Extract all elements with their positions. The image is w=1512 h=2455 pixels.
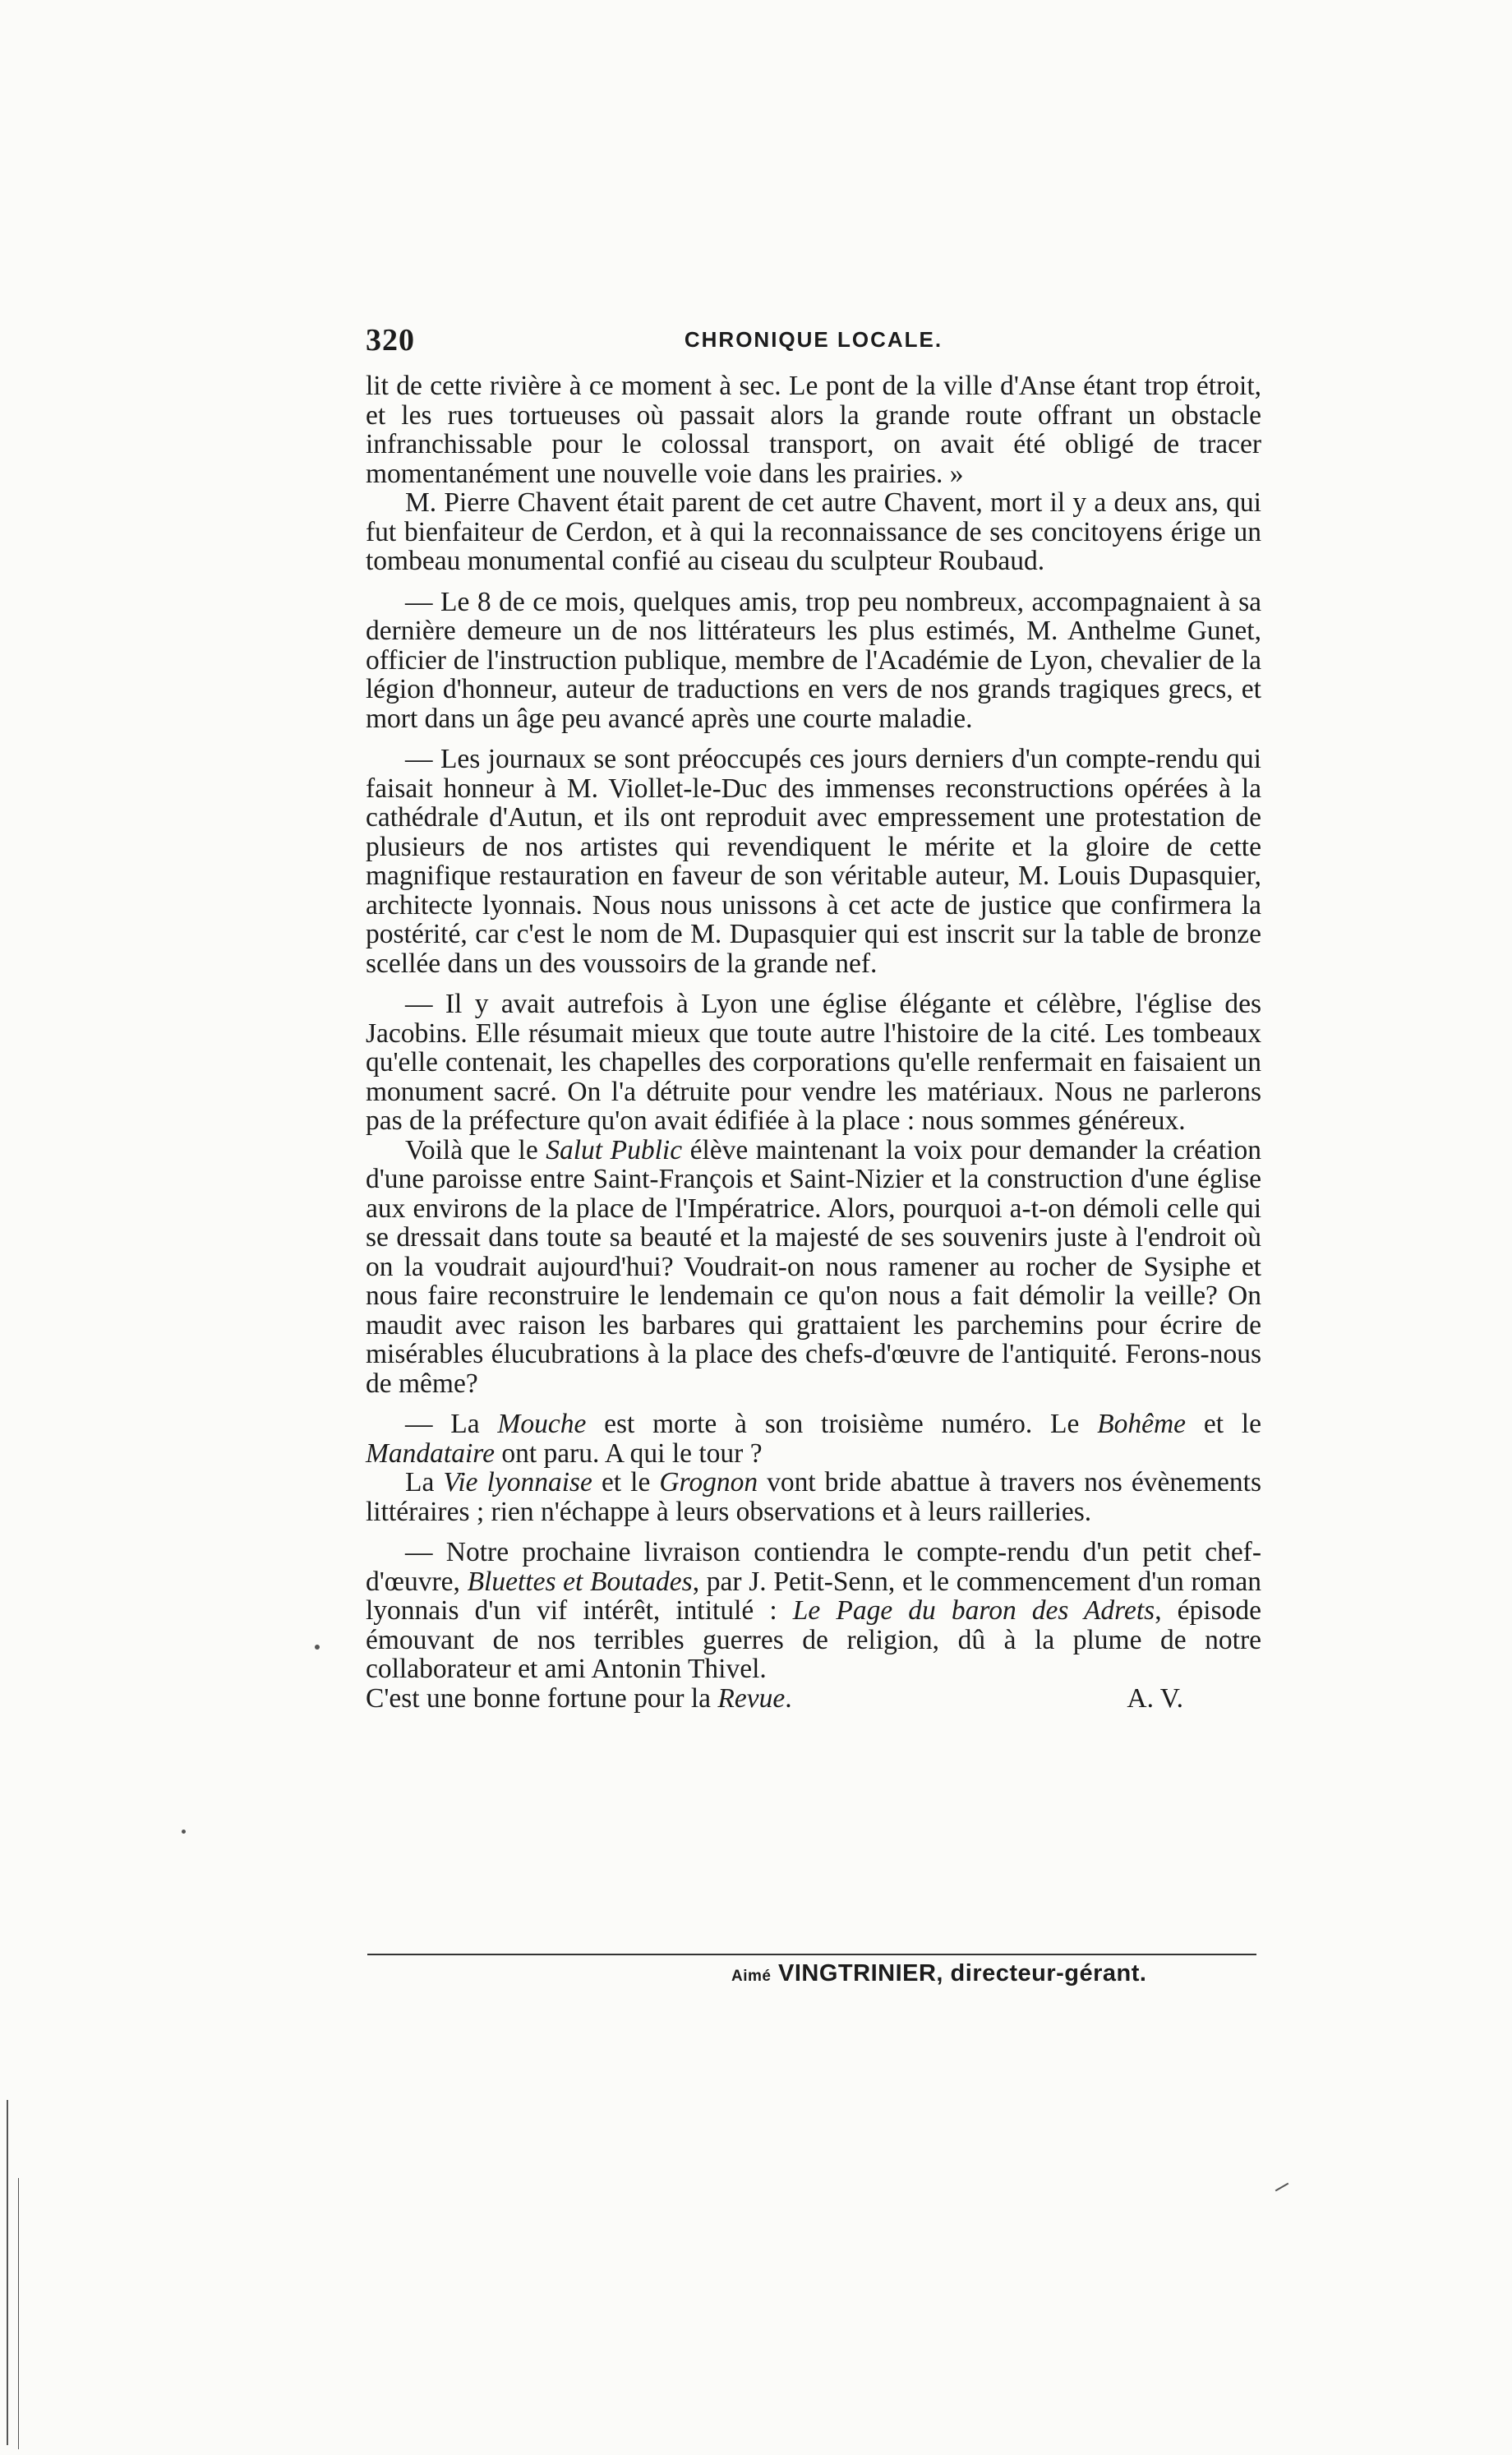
scan-speck [182, 1830, 186, 1834]
paragraph-5: — Il y avait autrefois à Lyon une église élégante et célèbre, l'église des Jacobins. Elle résumait mieux que toute autre l'histoire de la cité. Les tombeaux qu'elle contenait, les chapelles des corporations qu'elle renfermait en faisaient un monument sacré. On l'a détruite pour vendre les matériaux. Nous ne parlerons pas de la préfecture qu'on avait édifiée à la place : nous sommes généreux. [366, 989, 1261, 1136]
title-revue: Revue [717, 1682, 786, 1714]
paragraph-3: — Le 8 de ce mois, quelques amis, trop peu nombreux, accompagnaient à sa dernière demeure un de nos littérateurs les plus estimés, M. Anthelme Gunet, officier de l'instruction publique, membre de l'Académie de Lyon, chevalier de la légion d'honneur, auteur de traductions en vers de nos grands tragiques grecs, et mort dans un âge peu avancé après une courte maladie. [366, 586, 1261, 734]
signature: A. V. [1127, 1682, 1183, 1714]
running-title: CHRONIQUE LOCALE. [684, 327, 943, 352]
scan-speck-3 [315, 1645, 320, 1650]
article-body [366, 371, 1261, 1713]
publisher-name: VINGTRINIER, directeur-gérant. [778, 1960, 1147, 1987]
title-mouche: Mouche [497, 1409, 587, 1439]
title-vie-lyonnaise: Vie lyonnaise [443, 1467, 592, 1497]
paragraph-6: Voilà que le Salut Public élève maintenant la voix pour demander la création d'une paroisse entre Saint-François et Saint-Nizier et la construction d'une église aux environs de la place de l'Impératrice. Alors, pourquoi a-t-on démoli celle qui se dressait dans toute sa beauté et la majesté de ses souvenirs juste à l'endroit où on la voudrait aujourd'hui? Voudrait-on nous ramener au rocher de Sysiphe et nous faire reconstruire le lendemain ce qu'on nous a fait démolir la veille? On maudit avec raison les barbares qui grattaient les parchemins pour écrire de misérables élucubrations à la place des chefs-d'œuvre de l'antiquité. Ferons-nous de même? [366, 1134, 1262, 1399]
paragraph-9: — Notre prochaine livraison contiendra le compte-rendu d'un petit chef-d'œuvre, Bluettes et Boutades, par J. Petit-Senn, et le commencement d'un roman lyonnais d'un vif intérêt, intitulé : Le Page du baron des Adrets, épisode émouvant de nos terribles guerres de religion, dû à la plume de notre collaborateur et ami Antonin Thivel. [366, 1537, 1262, 1684]
paragraph-8: La Vie lyonnaise et le Grognon vont bride abattue à travers nos évènements littéraires ; rien n'échappe à leurs observations et à leurs railleries. [366, 1467, 1261, 1527]
publisher-prefix: Aimé [731, 1968, 772, 1985]
page-number: 320 [366, 323, 415, 358]
closing-line: C'est une bonne fortune pour la Revue. A. V. [366, 1684, 1261, 1714]
publisher-line [731, 1960, 1224, 1987]
footer-rule [367, 1954, 1256, 1955]
paragraph-1: lit de cette rivière à ce moment à sec. Le pont de la ville d'Anse étant trop étroit, et les rues tortueuses où passait alors la grande route offrant un obstacle infranchissable pour le colossal transport, on avait été obligé de tracer momentanément une nouvelle voie dans les prairies. » [366, 371, 1261, 489]
paragraph-2: M. Pierre Chavent était parent de cet autre Chavent, mort il y a deux ans, qui fut bienfaiteur de Cerdon, et à qui la reconnaissance de ses concitoyens érige un tombeau monumental confié au ciseau du sculpteur Roubaud. [366, 487, 1261, 576]
title-salut-public: Salut Public [546, 1134, 683, 1165]
title-bluettes: Bluettes et Boutades [467, 1566, 693, 1597]
page-header [366, 322, 1261, 363]
title-grognon: Grognon [659, 1467, 758, 1497]
scan-line-left [7, 2100, 8, 2445]
title-le-page: Le Page du baron des Adrets [792, 1595, 1155, 1626]
scan-line-left-2 [18, 2178, 19, 2449]
title-mandataire: Mandataire [366, 1437, 495, 1469]
paragraph-4: — Les journaux se sont préoccupés ces jours derniers d'un compte-rendu qui faisait honneur à M. Viollet-le-Duc des immenses reconstructions opérées à la cathédrale d'Autun, et ils ont reproduit avec empressement une protestation de plusieurs de nos artistes qui revendiquent le mérite et la gloire de cette magnifique restauration en faveur de son véritable auteur, M. Louis Dupasquier, architecte lyonnais. Nous nous unissons à cet acte de justice que confirmera la postérité, car c'est le nom de M. Dupasquier qui est inscrit sur la table de bronze scellée dans un des voussoirs de la grande nef. [366, 744, 1261, 979]
paragraph-7: — La Mouche est morte à son troisième numéro. Le Bohême et le Mandataire ont paru. A qui le tour ? [366, 1409, 1261, 1469]
title-boheme: Bohême [1097, 1409, 1187, 1439]
scan-speck-2 [1275, 2183, 1289, 2192]
